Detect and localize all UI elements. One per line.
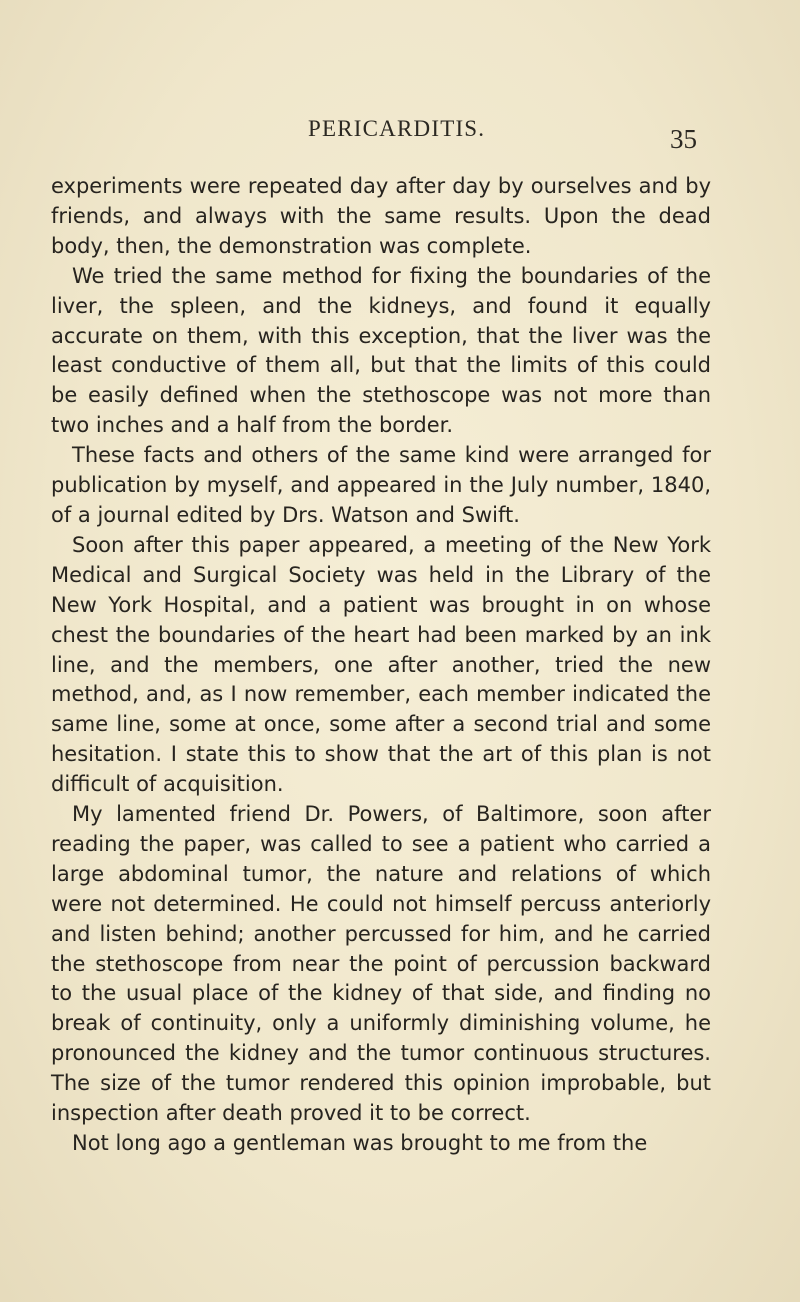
paragraph: These facts and others of the same kind were arranged for publication by myself, and appeared in the July number, 1840, of a journal edited by Drs. Watson and Swift. (51, 443, 711, 527)
body-text (51, 172, 711, 1159)
paragraph: Soon after this paper appeared, a meeting of the New York Medical and Surgical Society was held in the Library of the New York Hospital, and a patient was brought in on whose chest the boundaries of the heart had been marked by an ink line, and the members, one after another, tried the new method, and, as I now remember, each member indicated the same line, some at once, some after a second trial and some hesitation. I state this to show that the art of this plan is not difficult of acquisition. (51, 532, 711, 797)
paragraph: experiments were repeated day after day by ourselves and by friends, and always with the same results. Upon the dead body, then, the demonstration was complete. (51, 174, 711, 258)
running-head-title: PERICARDITIS. (308, 116, 486, 141)
paragraph: My lamented friend Dr. Powers, of Baltimore, soon after reading the paper, was called to see a patient who carried a large abdominal tumor, the nature and relations of which were not determined. He could not himself percuss anteriorly and listen behind; another percussed for him, and he carried the stethoscope from near the point of percussion backward to the usual place of the kidney of that side, and finding no break of continuity, only a uniformly diminishing volume, he pronounced the kidney and the tumor continuous structures. The size of the tumor rendered this opinion improbable, but inspection after death proved it to be correct. (51, 802, 711, 1126)
paragraph: We tried the same method for fixing the boundaries of the liver, the spleen, and the kidneys, and found it equally accurate on them, with this exception, that the liver was the least conductive of them all, but that the limits of this could be easily defined when the stethoscope was not more than two inches and a half from the border. (51, 263, 711, 438)
page-number: 35 (670, 124, 697, 154)
paragraph: Not long ago a gentleman was brought to me from the (72, 1131, 648, 1155)
